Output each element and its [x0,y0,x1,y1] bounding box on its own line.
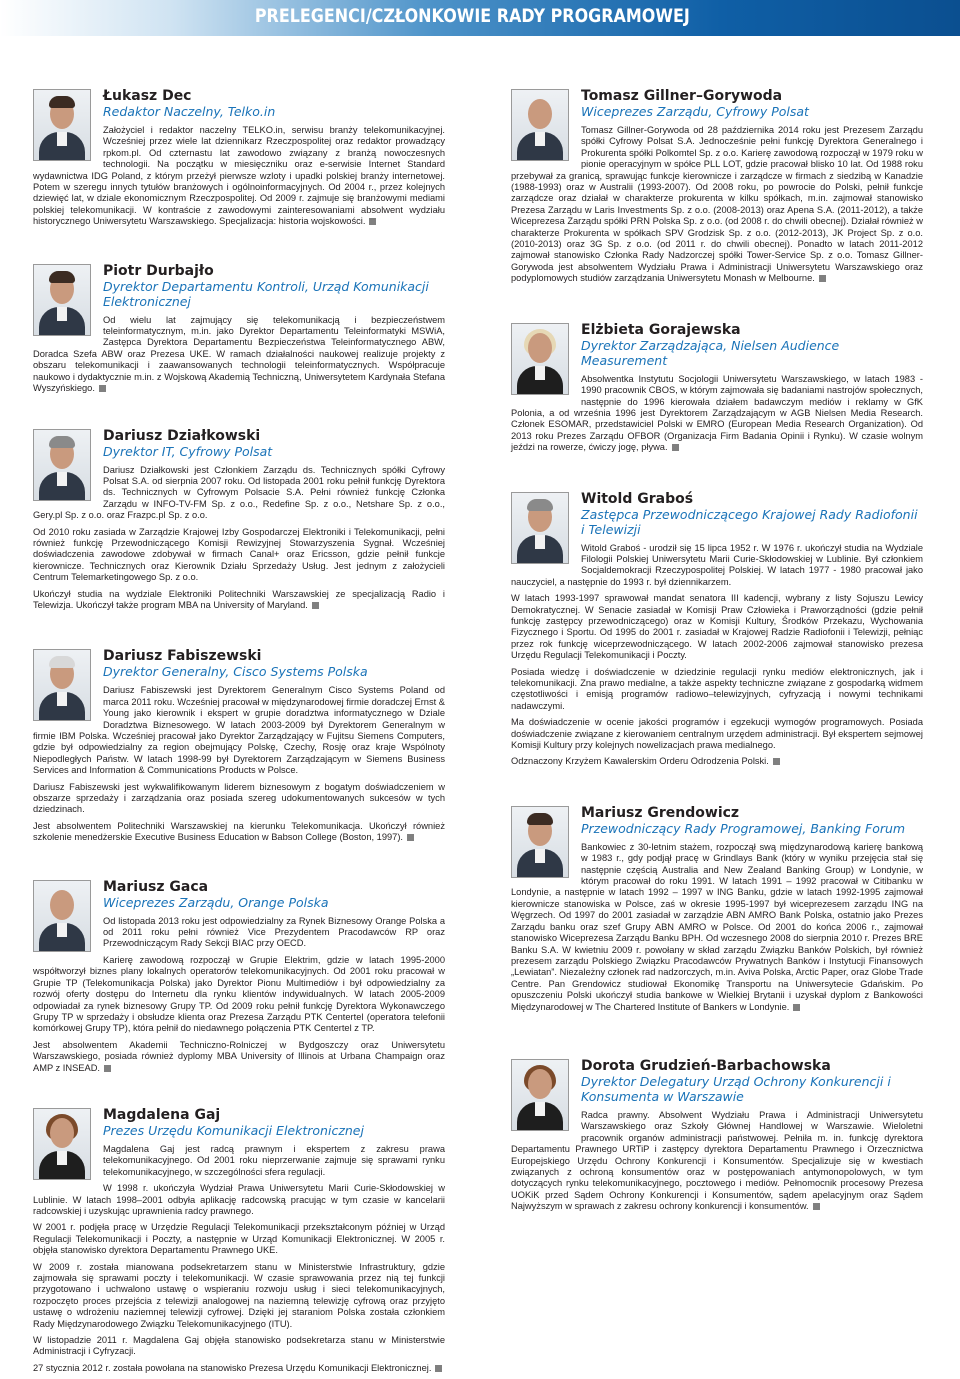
speaker-photo [33,89,91,161]
speaker-photo [33,429,91,501]
speaker-role: Przewodniczący Rady Programowej, Banking Forum [581,820,906,836]
speaker-role: Dyrektor Departamentu Kontroli, Urząd Komunikacji Elektronicznej [103,278,429,309]
speaker-bio-paragraph: Karierę zawodową rozpoczął w Grupie Elektrim, gdzie w latach 1995-2000 współtworzył biznes plany lokalnych operatorów telekomunikacyjnych. Od 2001 roku pracował w Grupie TP (Telekomunikacja Polska) jako Dyrektor Pionu Multimediów i był odpowiedzialny za rozwój oferty dostępu do Internetu dla rynku klientów indywidualnych. W latach 2005-2009 odpowiadał za rynek biznesowy Grupy TP. Od 2009 roku pełnił funkcję Dyrektora Wykonawczego Grupy TP w sprzedaży i obsłudze klienta oraz Prezesa Zarządu PTK Centertel (operatora telefonii komórkowej Grupy TP), która pełnił do niedawnego połączenia PTK Centertel z TP. [33,954,445,1034]
speaker-profile [511,803,923,1018]
speaker-bio-paragraph: Ma doświadczenie w ocenie jakości programów i egzekucji wymogów programowych. Posiada doświadczenie związane z kierowaniem centralnym urzędem administracji. Był ekspertem sejmowej Komisji Kultury przy kolejnych nowelizacjach prawa medialnego. [511,717,923,751]
speaker-name: Witold Graboś [581,490,694,507]
speaker-name: Mariusz Gaca [103,878,209,895]
end-mark-icon [793,1004,800,1011]
speaker-name: Tomasz Gillner–Gorywoda [581,88,783,104]
speaker-bio-paragraph: Witold Graboś - urodził się 15 lipca 1952 r. W 1976 r. ukończył studia na Wydziale Filologii Polskiej Uniwersytetu Marii Curie-Skłodowskiej w Lublinie. Był członkiem Socjaldemokracji Rzeczypospolitej Polskiej. W latach 1977 - 1980 pracował jako nauczyciel, a następnie do 1993 r. był dziennikarzem. [511,542,923,587]
speaker-role: Zastępca Przewodniczącego Krajowej Rady Radiofonii i Telewizji [581,506,918,537]
speaker-profile [33,261,445,400]
speaker-bio-paragraph: Magdalena Gaj jest radcą prawnym i ekspertem z zakresu prawa telekomunikacyjnego. Od 2001 roku nieprzerwanie zajmuje się sprawami rynku telekomunikacyjnego, w szczególności sfera regulacji. [103,1143,445,1177]
speaker-bio-paragraph: W latach 1993-1997 sprawował mandat senatora III kadencji, wybrany z listy Sojuszu Lewicy Demokratycznej. W Senacie zasiadał w Komisji Praw Człowieka i Praworządności (gdzie pełnił funkcję zastępcy przewodniczącego) oraz w Komisji Kultury, Środków Przekazu, Wychowania Fizycznego i Sportu. Od 1995 do 2001 r. zasiadał w Krajowej Radzie Radiofonii i Telewizji, pełniąc przez rok funkcję wiceprzewodniczącego. W latach 2002-2006 zajmował stanowisko prezesa Urzędu Regulacji Telekomunikacji i Poczty. [511,593,923,661]
end-mark-icon [672,444,679,451]
speaker-bio-paragraph: Jest absolwentem Politechniki Warszawskiej na kierunku Telekomunikacja. Ukończył również szkolenie menedżerskie Executive Business Education w Babson College (Boston, 1997). [33,820,445,843]
speaker-name: Magdalena Gaj [103,1106,221,1123]
speaker-photo [511,89,569,161]
speaker-name: Mariusz Grendowicz [581,804,740,821]
speaker-photo [511,492,569,564]
speaker-role: Dyrektor Zarządzająca, Nielsen Audience Measurement [581,337,840,368]
end-mark-icon [407,834,414,841]
speaker-name: Dariusz Działkowski [103,427,261,444]
speaker-profile [511,1056,923,1218]
speaker-role: Redaktor Naczelny, Telko.in [103,104,276,119]
speaker-bio-paragraph: W 1998 r. ukończyła Wydział Prawa Uniwersytetu Marii Curie-Skłodowskiej w Lublinie. W latach 1998–2001 odbyła aplikację radcowską pracując w tym czasie w kancelarii radcowskiej i uzyskując uprawnienia radcy prawnego. [33,1183,445,1216]
speaker-bio-paragraph: Tomasz Gillner-Gorywoda od 28 października 2014 roku jest Prezesem Zarządu spółki Cyfrowy Polsat S.A. Jednocześnie pełni funkcję Dyrektora Generalnego i Prokurenta spółki Polkomtel Sp. z o.o. Karierę zawodową rozpoczął w 1979 roku w pionie operacyjnym w spółce PLL LOT, gdzie pracował blisko 10 lat. Od 1988 roku przebywał za granicą, sprawując funkcje kierownicze i zarządcze w firmach z siedzibą w Kanadzie (1988-1993) oraz w Australii (1993-2007). Od 2008 roku, po powrocie do Polski, pełnił funkcje zarządcze oraz działał w charakterze prokurenta w kilku spółkach, m.in. zajmował stanowisko Prezesa Zarządu w Laris Investments Sp. z o.o. (2008-2013) oraz Apena S.A. (2011-2012), a także Wiceprezesa Zarządu spółki PRN Polska Sp. z o.o. (od 2008 r. do chwili obecnej). Działał również w charakterze Prokurenta w spółkach SPV Grodzisk Sp. z o.o. (2012-2013), JK Project Sp. z o.o. (2010-2013) oraz 3G Sp. z o.o. (od 2011 r. do chwili obecnej). Ponadto w latach 2011-2012 zajmował stanowisko Członka Rady Nadzorczej spółki Tower-Service Sp. z o.o. Tomasz Gillner-Gorywoda jest absolwentem Wydziału Prawa i Administracji Uniwersytetu Warszawskiego oraz podyplomowych studiów zarządzania Uniwersytetu Monash w Melbourne. [511,125,923,284]
speaker-profile [33,86,445,233]
speaker-bio-paragraph: Dariusz Działkowski jest Członkiem Zarządu ds. Technicznych spółki Cyfrowy Polsat S.A. od sierpnia 2007 roku. Od listopada 2001 roku pełnił funkcję Dyrektora ds. Technicznych w Cyfrowym Polsacie S.A. Pełni również funkcję Członka Zarządu w INFO-TV-FM Sp. z o.o., Redefine Sp. z o.o., Netshare Sp. z o.o., Gery.pl Sp. z o.o. oraz Frazpc.pl Sp. z o.o. [33,464,445,521]
speaker-role: Wiceprezes Zarządu, Orange Polska [103,894,329,910]
header-banner [0,0,960,36]
speaker-profile [33,426,445,617]
speaker-bio-paragraph: Odznaczony Krzyżem Kawalerskim Orderu Odrodzenia Polski. [511,756,923,767]
end-mark-icon [819,275,826,282]
speaker-name: Elżbieta Gorajewska [581,321,741,338]
speaker-photo [33,880,91,952]
speaker-profile [33,877,445,1079]
speaker-name: Piotr Durbajło [103,262,214,279]
speaker-photo [33,1108,91,1180]
speaker-bio-paragraph: Od 2010 roku zasiada w Zarządzie Krajowej Izby Gospodarczej Elektroniki i Telekomunikacji, pełni również funkcję Przewodniczącego Komisji Rewizyjnej Stowarzyszenia Sygnał. Wcześniej doświadczenia zawodowe zdobywał w firmach Canal+ oraz Ericsson, gdzie pełnił funkcje kierownicze. Technicznych oraz Kierownik Działu Sprzedaży Usług. Jest jednym z założycieli Centrum Telemarketingowego Sp. z o.o. [33,526,445,583]
speaker-profile [511,86,923,290]
speaker-bio-paragraph: 27 stycznia 2012 r. została powołana na stanowisko Prezesa Urzędu Komunikacji Elektronicznej. [33,1363,445,1374]
speaker-role: Wiceprezes Zarządu, Cyfrowy Polsat [581,104,809,119]
end-mark-icon [435,1365,442,1372]
speaker-photo [33,264,91,336]
speaker-bio-paragraph: Bankowiec z 30-letnim stażem, rozpoczął swą międzynarodową karierę bankową w 1983 r., gdy podjął pracę w Grindlays Bank (który w wyniku przejęcia stał się następnie częścią Australia and New Zealand Banking Group) w Londynie, w którym pracował do roku 1991. W latach 1991 – 1992 pracował w Citibanku w Londynie, a następnie w latach 1992 – 1997 w ING Banku, gdzie w latach 1992-1995 zajmował kierownicze stanowiska w Polsce, zaś w okresie 1995-1997 był wiceprezesem zarządu ING na Węgrzech. Od 1997 do 2001 zasiadał w zarządzie ABN AMRO Bank Polska, ostatnio jako Prezes Zarządu banku oraz szef Grupy ABN AMRO w Polsce. Od 2001 do końca 2006 r., zajmował stanowisko Wiceprezesa Zarządu Banku BPH. Od wczesnego 2008 do sierpnia 2010 r. Prezes BRE Banku S.A. W kwietniu 2009 r. powołany w skład zarządu Związku Banków Polskich, był również prezesem zarządu Polskiego Związku Pracodawców Prywatnych Banków i Instytucji Finansowych „Lewiatan”. Niezależny członek rad nadzorczych, m.in. Aviva Polska, Arctic Paper, oraz Globe Trade Centre. Pan Grendowicz studiował Ekonomikę Transportu na Uniwersytecie Gdańskim. Po opuszczeniu Polski ukończył studia bankowe w Wielkiej Brytanii i uzyskał dyplom z Bankowości Międzynarodowej w The Chartered Institute of Bankers w Londynie. [511,841,923,1012]
speaker-bio-paragraph: Założyciel i redaktor naczelny TELKO.in, serwisu branży telekomunikacyjnej. Wcześniej przez wiele lat dziennikarz Rzeczpospolitej oraz redaktor prowadzący rpkom.pl. Od czternastu lat zawodowo związany z branżą nowoczesnych technologii. Na początku w miesięczniku oraz e-serwisie Internet Standard wydawnictwa IDG Poland, z którym przeżył pierwsze wzloty i upadki polskiej branży internetowej. Potem w szeregu innych tytułów branżowych i ogólnoinformacyjnych. Od 2004 r., przez kolejnych dziewięć lat, w dziale ekonomicznym Rzeczpospolitej. Od 2009 r. zajmuje się branżowymi mediami polskiej telekomunikacji. W kontraście z zawodowymi zainteresowaniami absolwent wydziału historycznego Uniwersytetu Warszawskiego. Specjalizacja: historia wojskowości. [33,125,445,227]
speaker-photo [511,806,569,878]
left-column [33,86,445,1379]
speaker-bio-paragraph: Dariusz Fabiszewski jest wykwalifikowanym liderem biznesowym z bogatym doświadczeniem w obszarze sprzedaży i zarządzania oraz posiada szereg udokumentowanych sukcesów w tych dziedzinach. [33,781,445,815]
speaker-role: Dyrektor IT, Cyfrowy Polsat [103,443,273,459]
speaker-bio-paragraph: Od listopada 2013 roku jest odpowiedzialny za Rynek Biznesowy Orange Polska a od 2011 roku pełni również Vice Prezydentem Pracodawców RP oraz Przewodniczącym Rady Sekcji BIAC przy OECD. [103,915,445,949]
speaker-bio-paragraph: Radca prawny. Absolwent Wydziału Prawa i Administracji Uniwersytetu Warszawskiego oraz Szkoły Głównej Handlowej w Warszawie. Wieloletni pracownik organów administracji państwowej. Pełniła m. in. funkcję dyrektora Departamentu Prawnego URTiP i zastępcy dyrektora Departamentu Prawnego i Orzecznictwa Europejskiego Urzędu Ochrony Konkurencji i Konsumentów. Specjalizuje się w kwestiach związanych z ochroną konsumentów oraz w postępowaniach antymonopolowych, w tym dotyczących rynku telekomunikacyjnego, pocztowego i mediów. Pełnomocnik procesowy Prezesa UOKiK przed Sądem Ochrony Konkurencji i Konsumentów, sądem apelacyjnym oraz Sądem Najwyższym w sprawach z zakresu ochrony konkurencji i konsumentów. [511,1109,923,1212]
speaker-profile [511,320,923,459]
speaker-name: Łukasz Dec [103,88,192,104]
end-mark-icon [104,1065,111,1072]
speaker-bio-paragraph: Dariusz Fabiszewski jest Dyrektorem Generalnym Cisco Systems Poland od marca 2011 roku. Wcześniej pracował w międzynarodowej firmie doradczej Ernst & Young jako kierownik i ekspert w grupie doradztwa informatycznego w Dziale Doradztwa Biznesowego. W latach 2003-2009 był Dyrektorem Generalnym w firmie IBM Polska. Wcześniej pracował jako Dyrektor Zarządzający w Fujitsu Siemens Computers, gdzie był odpowiedzialny za region obejmujący Polskę, Czechy, Rosję oraz kraje Wspólnoty Niepodległych Państw. W latach 1998-99 był Dyrektorem Zarządzającym w Siemens Business Services and Information & Communications Products w Polsce. [33,685,445,776]
speaker-role: Dyrektor Generalny, Cisco Systems Polska [103,664,368,680]
speaker-role: Prezes Urzędu Komunikacji Elektronicznej [103,1122,364,1138]
speaker-bio-paragraph: W listopadzie 2011 r. Magdalena Gaj objęła stanowisko podsekretarza stanu w Ministerstwie Administracji i Cyfryzacji. [33,1335,445,1357]
speaker-bio-paragraph: Posiada wiedzę i doświadczenie w dziedzinie regulacji rynku mediów elektronicznych, jak i telekomunikacji. Zna prawo medialne, a także aspekty techniczne związane z gospodarką widmem częstotliwości i emisją programów radiowo–telewizyjnych, cyfryzacją i nowymi technikami nadawczymi. [511,666,923,711]
speaker-photo [511,1059,569,1131]
end-mark-icon [312,602,319,609]
speaker-bio-paragraph: W 2009 r. została mianowana podsekretarzem stanu w Ministerstwie Infrastruktury, gdzie zajmowała się sprawami poczty i telekomunikacji. W czasie sprawowania przez nią tej funkcji przygotowano i uchwalono ustawę o wspieraniu rozwoju usług i sieci telekomunikacyjnych, rozpoczęto proces przejścia z telewizji analogowej na naziemną telewizję cyfrową oraz przyjęto ustawę o wdrożeniu naziemnej telewizji cyfrowej. Dzięki jej staraniom Polska została członkiem Rady Międzynarodowego Związku Telekomunikacyjnego (ITU). [33,1261,445,1329]
speaker-profile [33,646,445,848]
speaker-bio-paragraph: Jest absolwentem Akademii Techniczno-Rolniczej w Bydgoszczy oraz Uniwersytetu Warszawskiego, posiada również dyplomy MBA University of Illinois at Urbana Champaign oraz AMP z INSEAD. [33,1039,445,1073]
end-mark-icon [813,1203,820,1210]
speaker-name: Dorota Grudzień-Barbachowska [581,1057,831,1074]
speaker-profile [33,1105,445,1379]
speaker-role: Dyrektor Delegatury Urząd Ochrony Konkurencji i Konsumenta w Warszawie [581,1073,891,1104]
end-mark-icon [773,758,780,765]
speaker-photo [33,649,91,721]
right-column [511,86,923,1218]
speaker-photo [511,323,569,395]
speaker-bio-paragraph: Absolwentka Instytutu Socjologii Uniwersytetu Warszawskiego, w latach 1983 - 1990 pracownik CBOS, w którym zajmowała się badaniami nastrojów społecznych, następnie do 1996 kierowała działem badawczym mediów i reklamy w GfK Polonia, a od września 1996 jest Dyrektorem Zarządzającym w AGB Nielsen Media Research. Członek ESOMAR, przedstawiciel Polski w EMRO (European Media Research Organization). Od 2013 roku Prezes Zarządu OFBOR (Organizacja Firm Badania Opinii i Rynku). W czasie wolnym jeździ na rowerze, ćwiczy jogę, pływa. [511,373,923,453]
page-title: PRELEGENCI/CZŁONKOWIE RADY PROGRAMOWEJ [255,5,690,27]
speaker-bio-paragraph: Ukończył studia na wydziale Elektroniki Politechniki Warszawskiej ze specjalizacją Radio i Telewizja. Ukończył także program MBA na University of Maryland. [33,588,445,610]
speaker-name: Dariusz Fabiszewski [103,648,262,665]
end-mark-icon [99,385,106,392]
speaker-profile [511,489,923,773]
end-mark-icon [369,218,376,225]
speaker-bio-paragraph: W 2001 r. podjęła pracę w Urzędzie Regulacji Telekomunikacji przekształconym później w Urząd Regulacji Telekomunikacji i Poczty, a następnie w Urząd Komunikacji Elektronicznej. W 2005 r. objęła stanowisko dyrektora Departamentu Prawnego UKE. [33,1222,445,1256]
speaker-bio-paragraph: Od wielu lat zajmujący się telekomunikacją i bezpieczeństwem teleinformatycznym, m.in. jako Dyrektor Departamentu Teleinformatyki MSWiA, Zastępca Dyrektora Departamentu Bezpieczeństwa Teleinformatycznego ABW, Doradca Szefa ABW oraz Prezesa UKE. W ramach działalności naukowej realizuje projekty z obszaru telekomunikacji i zaawansowanych technologii teleinformatycznych. Współpracuje naukowo i dydaktycznie m.in. z Wojskową Akademią Techniczną, Uniwersytetem Kardynała Stefana Wyszyńskiego. [33,314,445,394]
